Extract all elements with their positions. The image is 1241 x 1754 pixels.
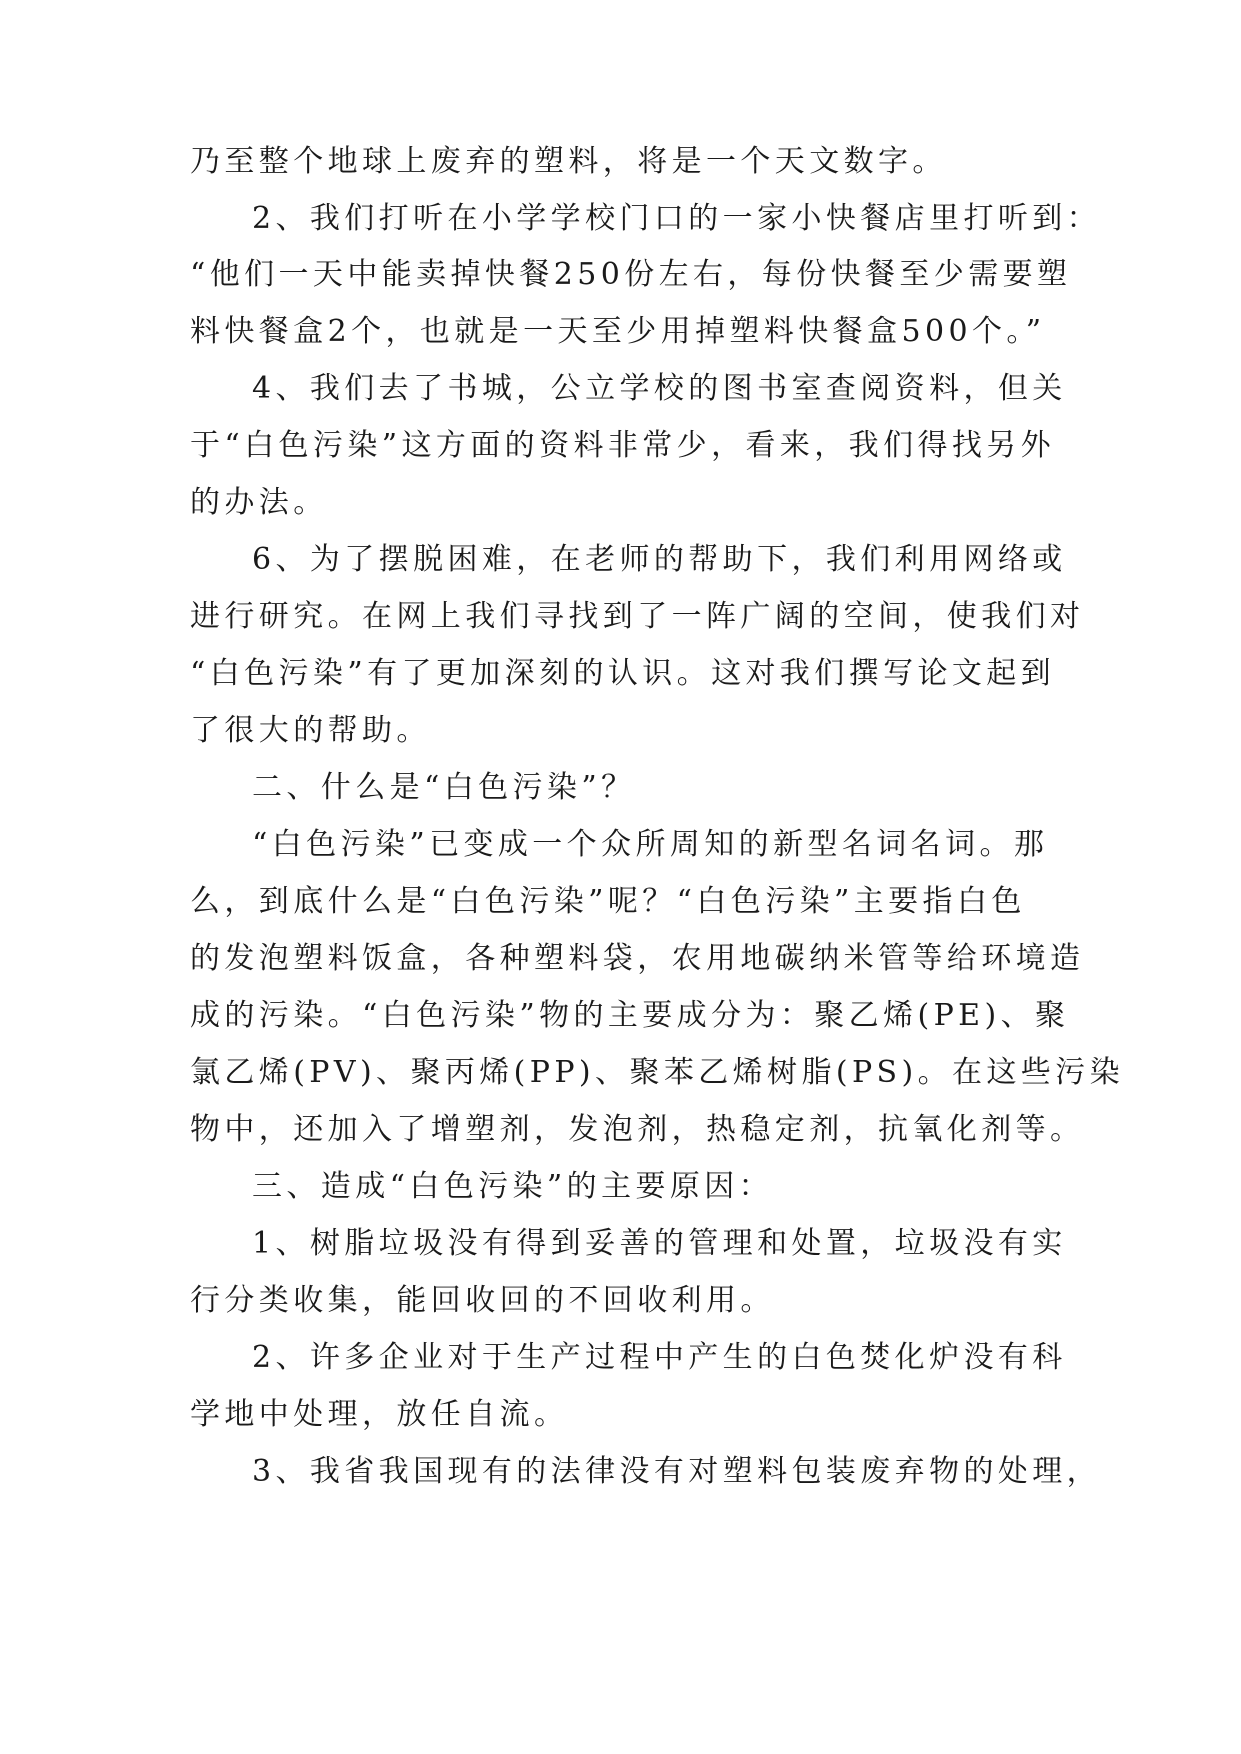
text-line: “白色污染”有了更加深刻的认识。这对我们撰写论文起到 xyxy=(190,656,1056,691)
text-line: “他们一天中能卖掉快餐250份左右，每份快餐至少需要塑 xyxy=(190,257,1072,292)
text-line: 物中，还加入了增塑剂，发泡剂，热稳定剂，抗氧化剂等。 xyxy=(190,1112,1085,1147)
text-line: 么，到底什么是“白色污染”呢？“白色污染”主要指白色 xyxy=(190,884,1026,919)
text-line: 3、我省我国现有的法律没有对塑料包装废弃物的处理， xyxy=(252,1454,1102,1489)
text-line: 乃至整个地球上废弃的塑料，将是一个天文数字。 xyxy=(190,144,947,179)
text-line: 成的污染。“白色污染”物的主要成分为：聚乙烯(PE)、聚 xyxy=(190,998,1070,1033)
text-line: 6、为了摆脱困难，在老师的帮助下，我们利用网络或 xyxy=(252,542,1067,577)
text-line: 料快餐盒2个，也就是一天至少用掉塑料快餐盒500个。” xyxy=(190,314,1046,349)
text-line: 的发泡塑料饭盒，各种塑料袋，农用地碳纳米管等给环境造 xyxy=(190,941,1085,976)
text-line: 4、我们去了书城，公立学校的图书室查阅资料，但关 xyxy=(252,371,1067,406)
text-line: 学地中处理，放任自流。 xyxy=(190,1397,569,1432)
text-line: 2、我们打听在小学学校门口的一家小快餐店里打听到： xyxy=(252,201,1102,236)
text-line: “白色污染”已变成一个众所周知的新型名词名词。那 xyxy=(252,827,1049,862)
text-line: 进行研究。在网上我们寻找到了一阵广阔的空间，使我们对 xyxy=(190,599,1085,634)
section-heading: 三、造成“白色污染”的主要原因： xyxy=(252,1169,774,1204)
text-line: 了很大的帮助。 xyxy=(190,713,431,748)
text-line: 的办法。 xyxy=(190,485,328,520)
text-line: 1、树脂垃圾没有得到妥善的管理和处置，垃圾没有实 xyxy=(252,1226,1067,1261)
text-line: 于“白色污染”这方面的资料非常少，看来，我们得找另外 xyxy=(190,428,1056,463)
section-heading: 二、什么是“白色污染”？ xyxy=(252,770,636,805)
text-line: 2、许多企业对于生产过程中产生的白色焚化炉没有科 xyxy=(252,1340,1067,1375)
text-line: 氯乙烯(PV)、聚丙烯(PP)、聚苯乙烯树脂(PS)。在这些污染 xyxy=(190,1055,1124,1090)
text-line: 行分类收集，能回收回的不回收利用。 xyxy=(190,1283,775,1318)
